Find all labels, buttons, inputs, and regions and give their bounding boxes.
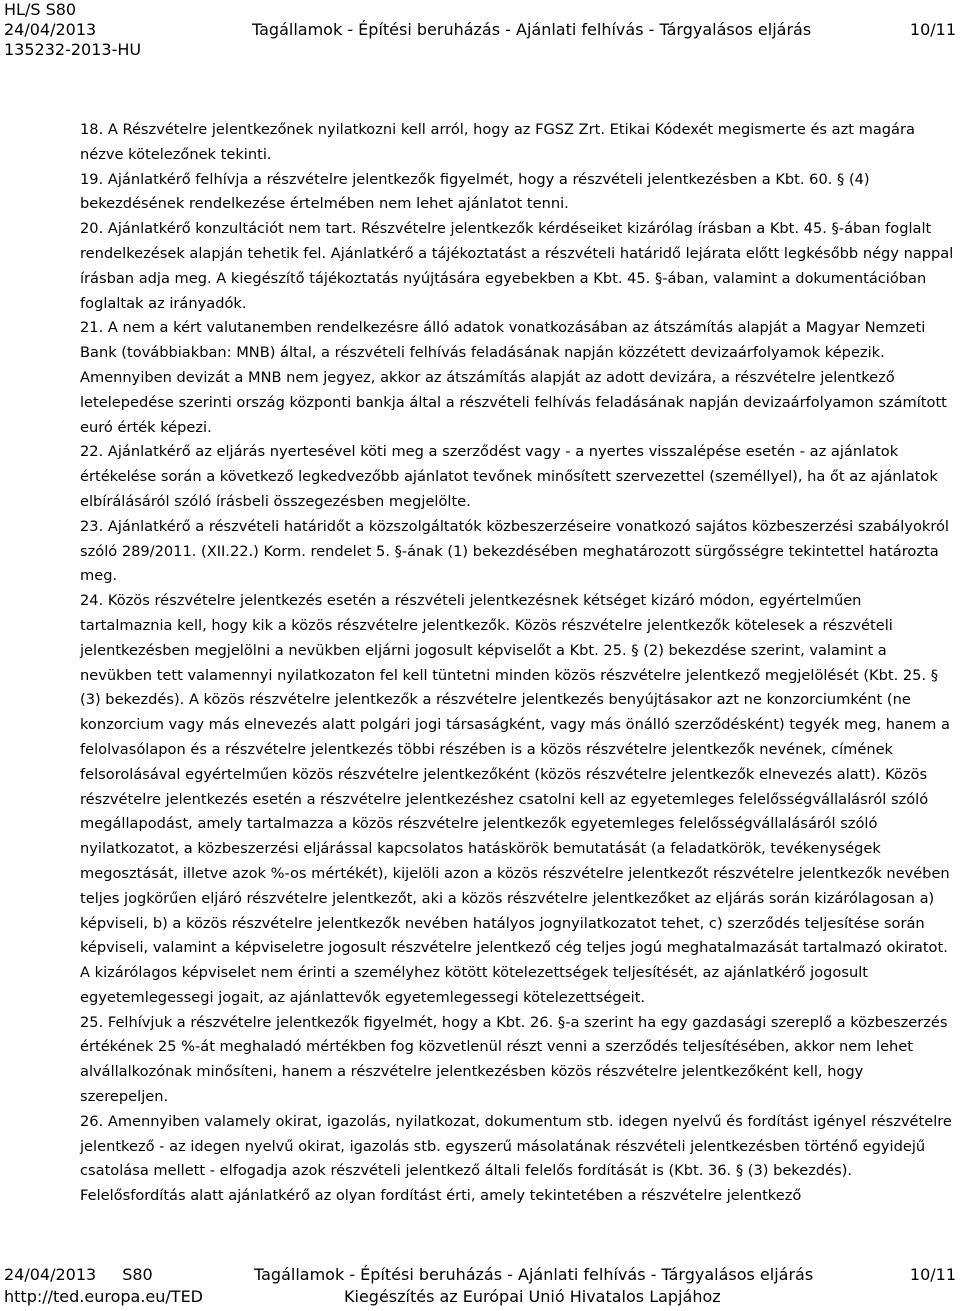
header-date: 24/04/2013 — [4, 20, 97, 39]
footer-page-number: 10/11 — [909, 1265, 956, 1284]
paragraph-23: 23. Ajánlatkérő a részvételi határidőt a közszolgáltatók közbeszerzéseire vonatkozó sajátos közbeszerzési szabályokról szóló 289/2011. (XII.22.) Korm. rendelet 5. §-ának (1) bekezdésében meghatározott sürgősségre tekintettel határozta meg. — [80, 517, 949, 585]
header-row — [4, 20, 956, 40]
footer-publisher: Kiegészítés az Európai Unió Hivatalos Lapjához — [344, 1287, 721, 1306]
doc-code: HL/S S80 — [4, 0, 77, 19]
paragraph-25: 25. Felhívjuk a részvételre jelentkezők figyelmét, hogy a Kbt. 26. §-a szerint ha egy gazdasági szereplő a közbeszerzés értékének 25 %-át meghaladó mértékben fog közvetlenül részt venni a szerződés teljesítésében, akkor nem lehet alvállalkozónak minősíteni, hanem a részvételre jelentkezésben közös részvételre jelentkezőként kell, hogy szerepeljen. — [80, 1013, 948, 1106]
paragraph-19: 19. Ajánlatkérő felhívja a részvételre jelentkezők figyelmét, hogy a részvételi jelentkezésben a Kbt. 60. § (4) bekezdésének rendelkezése értelmében nem lehet ajánlatot tenni. — [80, 170, 870, 213]
paragraph-26: 26. Amennyiben valamely okirat, igazolás, nyilatkozat, dokumentum stb. idegen nyelvű és fordítást igényel részvételre jelentkező - az idegen nyelvű okirat, igazolás stb. egyszerű másolatának részvételi jelentkezésben történő egyidejű csatolása mellett - elfogadja azok részvételi jelentkező általi felelős fordítását is (Kbt. 36. § (3) bekezdés). Felelősfordítás alatt ajánlatkérő az olyan fordítást érti, amely tekintetében a részvételre jelentkező — [80, 1112, 952, 1205]
footer-date-code — [4, 1264, 254, 1286]
header-title: Tagállamok - Építési beruházás - Ajánlati felhívás - Tárgyalásos eljárás — [252, 20, 812, 39]
paragraph-24: 24. Közös részvételre jelentkezés esetén a részvételi jelentkezésnek kétséget kizáró módon, egyértelműen tartalmaznia kell, hogy kik a közös részvételre jelentkezők. Közös részvételre jelentkezők kötelesek a részvételi jelentkezésben megjelölni a nevükben eljárni jogosult képviselőt a Kbt. 25. § (2) bekezdése szerint, valamint a nevükben tett valamennyi nyilatkozaton fel kell tüntetni minden közös részvételre jelentkező megjelölését (Kbt. 25. § (3) bekezdés). A közös részvételre jelentkezők a részvételre jelentkezés benyújtásakor azt ne konzorciumként (ne konzorcium vagy más elnevezés alatt polgári jogi társaságként, vagy más önálló szerződésként) tegyék meg, hanem a felolvasólapon és a részvételre jelentkezés többi részében is a közös részvételre jelentkezők nevének, címének felsorolásával egyértelműen közös részvételre jelentkezőként (közös részvételre jelentkezők elnevezés alatt). Közös részvételre jelentkezés esetén a részvételre jelentkezéshez csatolni kell az egyetemleges felelősségvállalásról szóló megállapodást, amely tartalmazza a közös részvételre jelentkezők egyetemleges felelősségvállalásáról szóló nyilatkozatot, a közbeszerzési eljárással kapcsolatos hatáskörök bemutatását (a feladatkörök, tevékenységek megosztását, illetve azok %-os mértékét), kijelöli azon a közös részvételre jelentkezőt részvételre jelentkezők nevében teljes jogkörűen eljáró részvételre jelentkezőt, aki a közös részvételre jelentkezőket az eljárás során kizárólagosan a) képviseli, b) a közös részvételre jelentkezők nevében hatályos jognyilatkozatot tehet, c) szerződés teljesítése során képviseli, valamint a képviseletre jogosult részvételre jelentkező cég teljes jogú meghatalmazását tartalmazó okiratot. A kizárólagos képviselet nem érinti a személyhez kötött kötelezettségek teljesítését, az ajánlatkérő jogosult egyetemlegessegi jogait, az ajánlattevők egyetemlegessegi kötelezettségeit. — [80, 592, 950, 1006]
header-page-number: 10/11 — [909, 20, 956, 39]
page-footer — [4, 1264, 956, 1308]
paragraph-20: 20. Ajánlatkérő konzultációt nem tart. Részvételre jelentkezők kérdéseiket kizárólag írásban a Kbt. 45. §-ában foglalt rendelkezések alapján tehetik fel. Ajánlatkérő a tájékoztatást a részvételi határidő lejárata előtt legkésőbb négy nappal írásban adja meg. A kiegészítő tájékoztatás nyújtására egyebekben a Kbt. 45. §-ában, valamint a dokumentációban foglaltak az irányadók. — [80, 220, 954, 312]
paragraph-22: 22. Ajánlatkérő az eljárás nyertesével köti meg a szerződést vagy - a nyertes visszalépése esetén - az ajánlatok értékelése során a következő legkedvezőbb ajánlatot tevőnek minősített szervezettel (személlyel), ha őt az ajánlatok elbírálásáról szóló írásbeli összegezésben megjelölte. — [80, 443, 938, 510]
footer-row-2 — [4, 1286, 956, 1308]
footer-date: 24/04/2013 — [4, 1265, 97, 1284]
footer-code: S80 — [122, 1265, 153, 1284]
footer-row — [4, 1264, 956, 1286]
footer-title: Tagállamok - Építési beruházás - Ajánlati felhívás - Tárgyalásos eljárás — [254, 1265, 814, 1284]
paragraph-21: 21. A nem a kért valutanemben rendelkezésre álló adatok vonatkozásában az átszámítás alapját a Magyar Nemzeti Bank (továbbiakban: MNB) által, a részvételi felhívás feladásának napján közzétett devizaárfolyamok képezik. Amennyiben devizát a MNB nem jegyez, akkor az átszámítás alapját az adott devizára, a részvételre jelentkező letelepedése szerinti ország központi bankja által a részvételi felhívás feladásának napján devizaárfolyamon számított euró érték képezi. — [80, 319, 947, 436]
document-body — [80, 118, 956, 1209]
notice-id: 135232-2013-HU — [4, 40, 142, 59]
paragraph-18: 18. A Részvételre jelentkezőnek nyilatkozni kell arról, hogy az FGSZ Zrt. Etikai Kódexét megismerte és azt magára nézve kötelezőnek tekinti. — [80, 121, 915, 163]
page-header — [4, 0, 956, 60]
footer-url[interactable]: http://ted.europa.eu/TED — [4, 1287, 203, 1306]
